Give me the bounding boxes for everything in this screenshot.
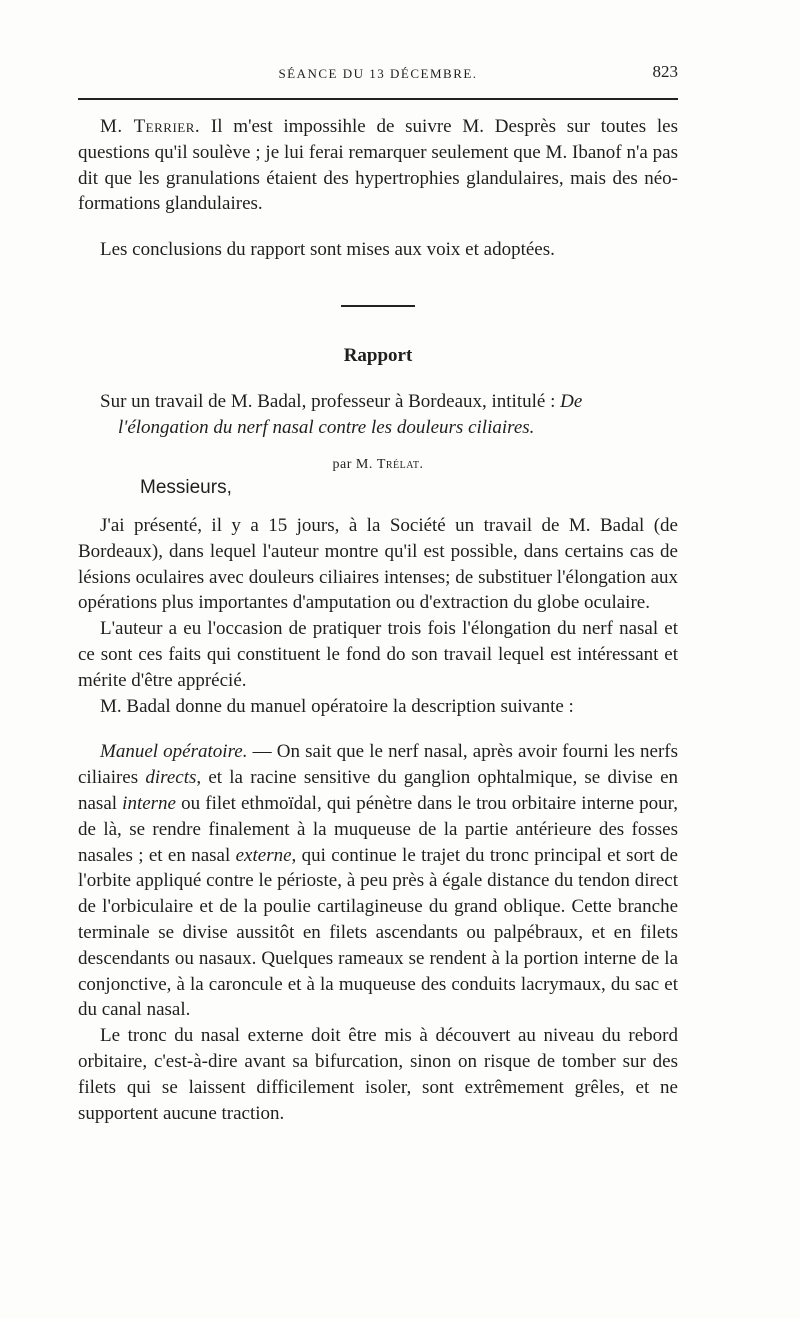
text-run: , qui continue le trajet du tronc principal et sort de l'orbite appliqué contre le périoste, à peu près à égale distance du tendon direct de l'orbiculaire et de la poulie cartilagineuse du grand oblique. Cette branche terminale se divise aussitôt en filets ascendants ou palpébraux, et en filets descendants ou nasaux. Quelques rameaux se rendent à la portion interne de la conjonctive, à la caroncule et à la muqueuse des conduits lacrymaux, du sac et du canal nasal. — [78, 844, 678, 1021]
byline-prefix: par M. — [332, 456, 377, 472]
text-run: — On sait que le nerf nasal, après avoir fourni les nerfs ciliaires — [78, 741, 679, 789]
running-title: SÉANCE DU 13 DÉCEMBRE. — [278, 66, 478, 81]
section-title: Rapport — [343, 344, 413, 366]
italic-term: interne — [122, 792, 176, 814]
manual-label: Manuel opératoire. — [100, 741, 248, 763]
paragraph-text: Il m'est impossihle de suivre M. Desprès sur toutes les questions qu'il soulève ; je lui ferai remarquer seulement que M. Ibanof n'a pas dit que les granulations étaient des hypertrophies glandulaires, mais des néo-formations glandulaires. — [78, 116, 678, 215]
report-title-start: De — [560, 390, 583, 412]
page — [78, 60, 678, 1126]
salutation: Messieurs, — [140, 476, 232, 498]
spacer — [78, 719, 678, 739]
byline-name: Trélat. — [376, 456, 424, 472]
header-rule — [78, 98, 678, 100]
section-separator — [341, 305, 415, 307]
byline — [78, 457, 678, 473]
report-lead: Sur un travail de M. Badal, professeur à Bordeaux, intitulé : — [100, 390, 561, 412]
report-title — [78, 389, 678, 441]
paragraph-presentation: J'ai présenté, il y a 15 jours, à la Société un travail de M. Badal (de Bordeaux), dans lequel l'auteur montre qu'il est possible, dans certains cas de lésions oculaires avec douleurs ciliaires intenses; de substituer l'élongation aux opérations plus importantes d'amputation ou d'extraction du globe oculaire. — [78, 514, 678, 614]
page-number: 823 — [652, 62, 678, 81]
paragraph-terrier — [78, 114, 678, 217]
speaker-name: M. Terrier. — [100, 116, 201, 137]
paragraph-manual-intro: M. Badal donne du manuel opératoire la description suivante : — [100, 695, 574, 717]
spacer — [78, 217, 678, 237]
italic-term: externe — [235, 844, 292, 866]
running-header — [78, 60, 678, 90]
text-run: ou filet ethmoïdal, qui pénètre dans le trou orbitaire interne pour, de là, se rendre finalement à la muqueuse de la partie antérieure des fosses nasales ; et en nasal — [78, 792, 678, 866]
text-run: , et la racine sensitive du ganglion ophtalmique, se divise en nasal — [78, 767, 678, 814]
paragraph-manual — [78, 739, 678, 1023]
paragraph-conclusions: Les conclusions du rapport sont mises aux voix et adoptées. — [100, 239, 555, 261]
italic-term: directs — [145, 767, 197, 789]
paragraph-tronc: Le tronc du nasal externe doit être mis à découvert au niveau du rebord orbitaire, c'est-à-dire avant sa bifurcation, sinon on risque de tomber sur des filets qui se laissent difficilement isoler, sont extrêmement grêles, et ne supportent aucune traction. — [78, 1025, 678, 1124]
report-title-rest: l'élongation du nerf nasal contre les douleurs ciliaires. — [118, 416, 535, 438]
paragraph-author: L'auteur a eu l'occasion de pratiquer trois fois l'élongation du nerf nasal et ce sont ces faits qui constituent le fond do son travail lequel est intéressant et mérite d'être apprécié. — [78, 618, 678, 691]
